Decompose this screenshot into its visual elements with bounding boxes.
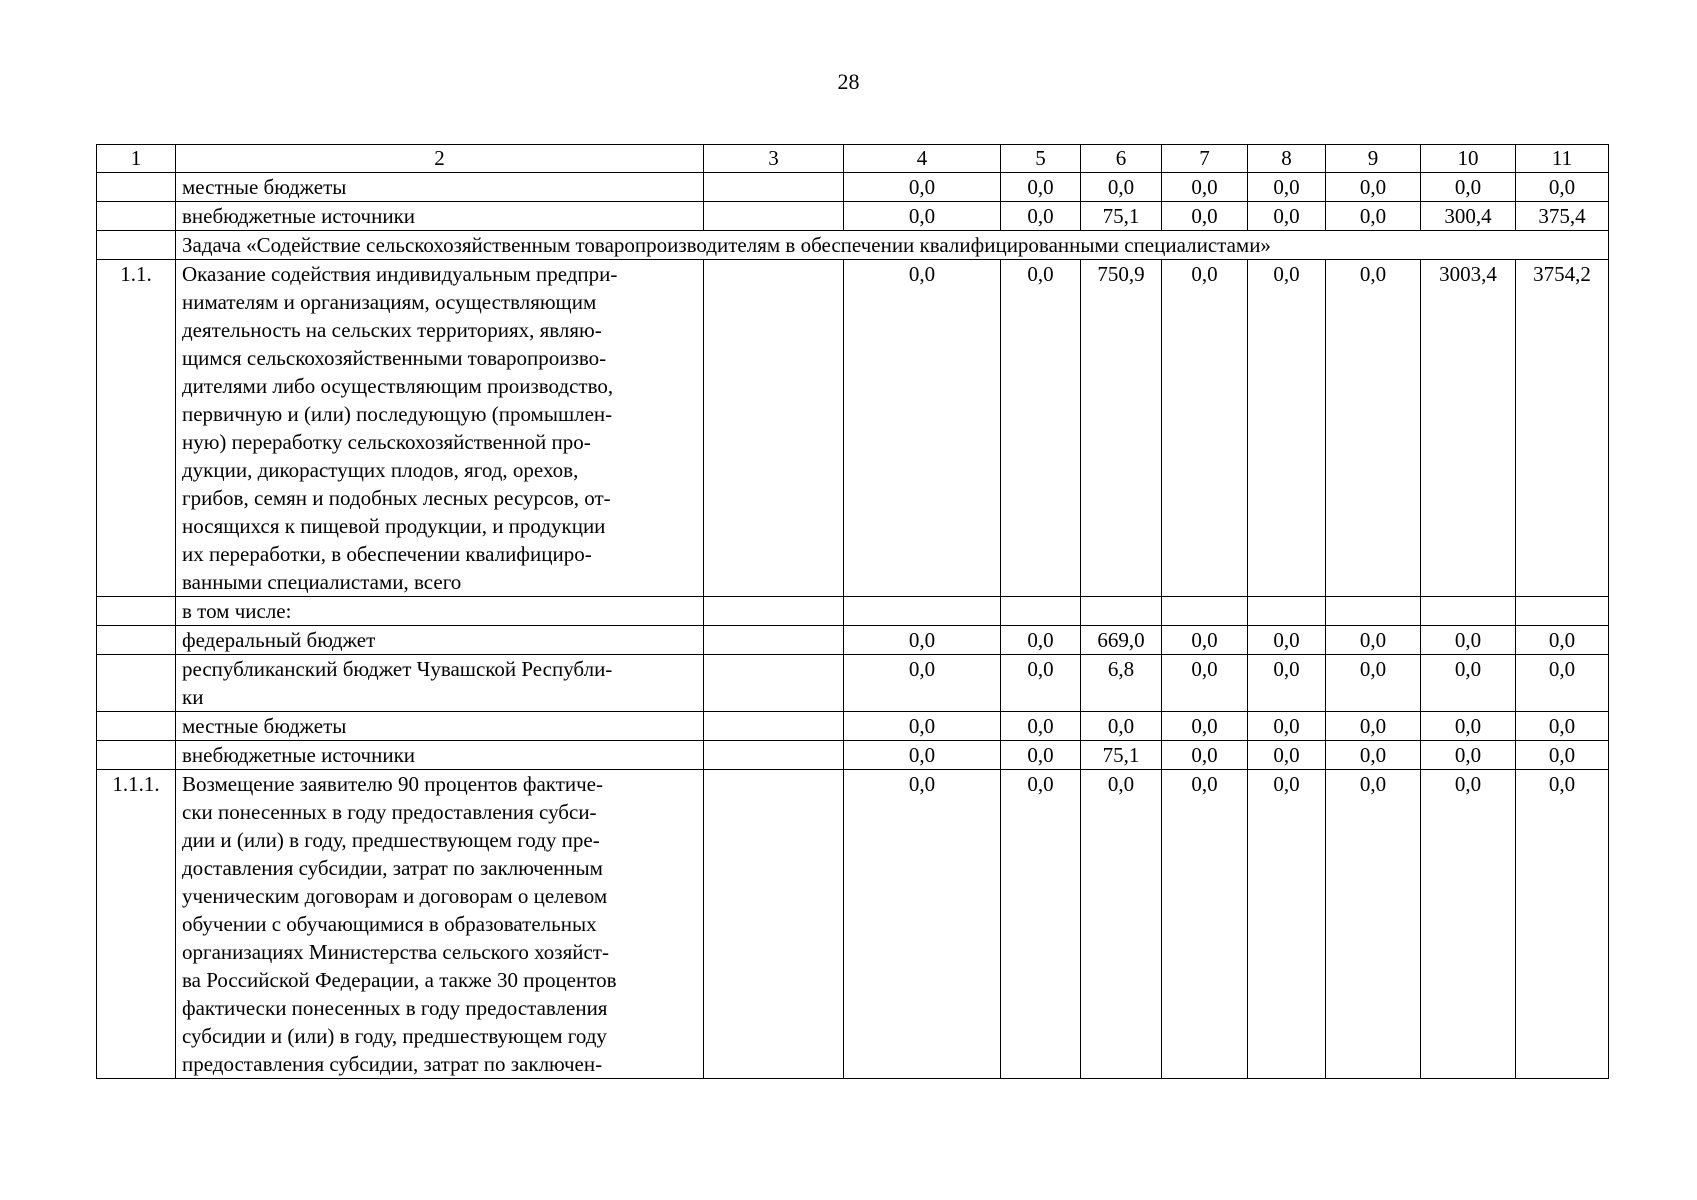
value-cell: 0,0 [1162,202,1248,231]
table-row [97,231,1609,260]
row-executor [704,626,844,655]
column-number: 7 [1162,145,1248,173]
row-executor [704,712,844,741]
value-cell: 0,0 [1081,712,1162,741]
value-cell: 669,0 [1081,626,1162,655]
row-code [97,202,176,231]
row-code [97,231,176,260]
value-cell: 0,0 [1162,741,1248,770]
column-number: 4 [844,145,1001,173]
column-number: 3 [704,145,844,173]
value-cell: 0,0 [1421,712,1516,741]
row-code [97,173,176,202]
value-cell: 375,4 [1516,202,1609,231]
value-cell: 0,0 [1248,741,1326,770]
column-number: 2 [176,145,704,173]
value-cell: 6,8 [1081,655,1162,712]
row-executor [704,260,844,597]
row-executor [704,741,844,770]
value-cell: 0,0 [844,741,1001,770]
value-cell: 3003,4 [1421,260,1516,597]
value-cell [1001,597,1081,626]
row-description: федеральный бюджет [176,626,704,655]
value-cell: 0,0 [1248,173,1326,202]
row-description: Оказание содействия индивидуальным предпри- нимателям и организациям, осуществляющим деятельность на сельских территориях, являю- щимся сельскохозяйственными товаропроизво- дителями либо осуществляющим производство, первичную и (или) последующую (промышлен- ную) переработку сельскохозяйственной про- дукции, дикорастущих плодов, ягод, орехов, грибов, семян и подобных лесных ресурсов, от- носящихся к пищевой продукции, и продукции их переработки, в обеспечении квалифициро- ванными специалистами, всего [176,260,704,597]
value-cell: 0,0 [1516,173,1609,202]
row-executor [704,597,844,626]
value-cell: 0,0 [1162,260,1248,597]
column-number: 6 [1081,145,1162,173]
row-description: внебюджетные источники [176,741,704,770]
value-cell: 0,0 [844,655,1001,712]
value-cell: 0,0 [1421,173,1516,202]
column-number-row [97,145,1609,173]
value-cell: 0,0 [1248,655,1326,712]
value-cell: 0,0 [1326,173,1421,202]
row-code [97,655,176,712]
value-cell: 0,0 [1516,741,1609,770]
budget-table [96,144,1609,1079]
value-cell: 0,0 [1326,712,1421,741]
value-cell: 0,0 [1001,655,1081,712]
value-cell: 0,0 [1516,712,1609,741]
table-row [97,770,1609,1079]
value-cell: 0,0 [1162,770,1248,1079]
value-cell [1516,597,1609,626]
row-executor [704,173,844,202]
value-cell: 0,0 [1001,202,1081,231]
value-cell: 0,0 [1326,260,1421,597]
page-number: 28 [837,69,860,94]
value-cell: 0,0 [1421,741,1516,770]
row-description: местные бюджеты [176,712,704,741]
value-cell: 0,0 [1516,770,1609,1079]
value-cell: 0,0 [844,626,1001,655]
table-row [97,597,1609,626]
value-cell [844,597,1001,626]
value-cell: 0,0 [1248,260,1326,597]
row-description: Возмещение заявителю 90 процентов фактиче- ски понесенных в году предоставления субси- дии и (или) в году, предшествующем году пре- доставления субсидии, затрат по заключенным ученическим договорам и договорам о целевом обучении с обучающимися в образовательных организациях Министерства сельского хозяйст- ва Российской Федерации, а также 30 процентов фактически понесенных в году предоставления субсидии и (или) в году, предшествующем году предоставления субсидии, затрат по заключен- [176,770,704,1079]
value-cell: 0,0 [844,260,1001,597]
value-cell [1421,597,1516,626]
row-description: местные бюджеты [176,173,704,202]
table-row [97,712,1609,741]
column-number: 11 [1516,145,1609,173]
value-cell: 0,0 [1326,202,1421,231]
value-cell: 0,0 [1081,173,1162,202]
row-code [97,741,176,770]
value-cell: 0,0 [844,202,1001,231]
value-cell: 0,0 [1248,626,1326,655]
value-cell: 0,0 [1162,626,1248,655]
value-cell [1081,597,1162,626]
value-cell: 0,0 [1001,173,1081,202]
row-code [97,712,176,741]
value-cell: 0,0 [1516,626,1609,655]
value-cell: 750,9 [1081,260,1162,597]
value-cell [1162,597,1248,626]
value-cell: 0,0 [1001,626,1081,655]
value-cell: 0,0 [1421,626,1516,655]
row-code: 1.1.1. [97,770,176,1079]
value-cell [1326,597,1421,626]
column-number: 5 [1001,145,1081,173]
row-description: республиканский бюджет Чувашской Республи- ки [176,655,704,712]
value-cell: 0,0 [844,770,1001,1079]
value-cell: 0,0 [1001,712,1081,741]
value-cell: 0,0 [1081,770,1162,1079]
value-cell: 0,0 [844,173,1001,202]
value-cell: 0,0 [1326,770,1421,1079]
task-heading: Задача «Содействие сельскохозяйственным товаропроизводителям в обеспечении квалифицированными специалистами» [176,231,1609,260]
row-executor [704,202,844,231]
row-executor [704,770,844,1079]
value-cell: 0,0 [1516,655,1609,712]
row-description: в том числе: [176,597,704,626]
table-row [97,655,1609,712]
value-cell: 0,0 [1326,655,1421,712]
value-cell: 0,0 [1248,712,1326,741]
column-number: 1 [97,145,176,173]
row-code [97,597,176,626]
value-cell: 0,0 [844,712,1001,741]
value-cell: 300,4 [1421,202,1516,231]
row-code: 1.1. [97,260,176,597]
value-cell: 0,0 [1162,655,1248,712]
value-cell: 0,0 [1001,770,1081,1079]
table-row [97,741,1609,770]
value-cell [1248,597,1326,626]
value-cell: 0,0 [1248,770,1326,1079]
column-number: 10 [1421,145,1516,173]
value-cell: 3754,2 [1516,260,1609,597]
table-row [97,173,1609,202]
table-row [97,260,1609,597]
table-row [97,202,1609,231]
value-cell: 0,0 [1421,770,1516,1079]
value-cell: 75,1 [1081,202,1162,231]
value-cell: 0,0 [1326,741,1421,770]
value-cell: 0,0 [1248,202,1326,231]
column-number: 9 [1326,145,1421,173]
row-code [97,626,176,655]
value-cell: 0,0 [1421,655,1516,712]
table-body [97,145,1609,1079]
value-cell: 0,0 [1162,173,1248,202]
value-cell: 0,0 [1001,260,1081,597]
value-cell: 0,0 [1326,626,1421,655]
value-cell: 0,0 [1001,741,1081,770]
row-description: внебюджетные источники [176,202,704,231]
column-number: 8 [1248,145,1326,173]
value-cell: 0,0 [1162,712,1248,741]
row-executor [704,655,844,712]
table-row [97,626,1609,655]
value-cell: 75,1 [1081,741,1162,770]
